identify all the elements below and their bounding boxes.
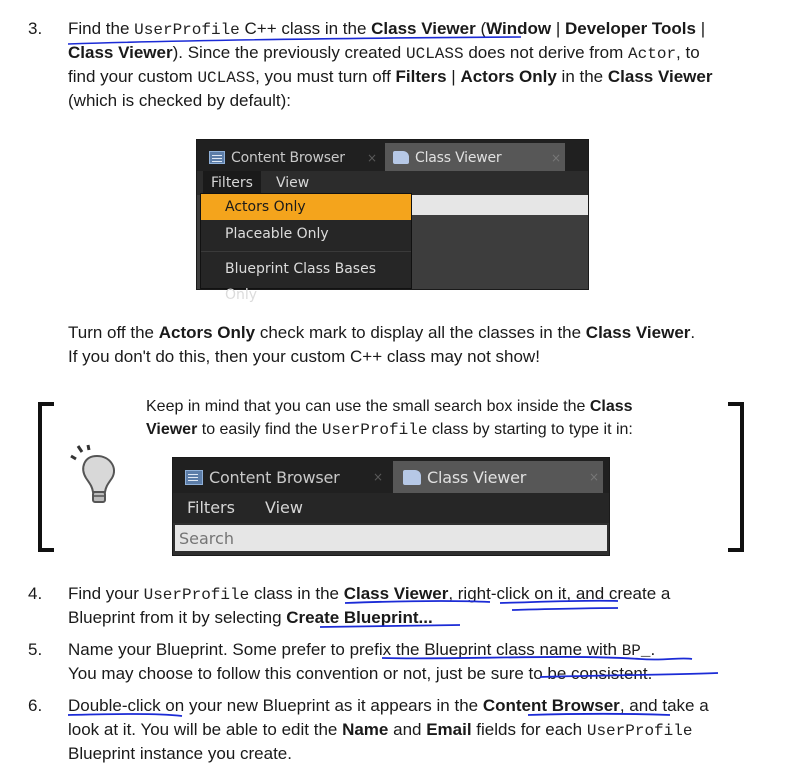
bold-text: Email bbox=[426, 720, 472, 739]
bold-text: Class Viewer bbox=[585, 323, 691, 342]
bold-text: Actors Only bbox=[158, 323, 256, 342]
class-viewer-search-screenshot bbox=[172, 457, 610, 556]
bold-text: Class Viewer bbox=[343, 584, 449, 603]
text: You may choose to follow this convention or not, just be sure to be consistent. bbox=[68, 664, 653, 683]
code: UCLASS bbox=[197, 69, 256, 87]
menu-bar bbox=[197, 171, 588, 195]
code: BP_ bbox=[621, 642, 651, 660]
bold-text: Window bbox=[486, 19, 552, 38]
menu-item-actors-only[interactable]: Actors Only bbox=[201, 194, 411, 220]
close-icon[interactable]: × bbox=[589, 470, 600, 484]
tab-label: Content Browser bbox=[231, 149, 345, 166]
text: . bbox=[690, 323, 696, 342]
class-viewer-icon bbox=[393, 151, 409, 164]
close-icon[interactable]: × bbox=[373, 470, 384, 484]
step-number: 4. bbox=[28, 584, 43, 603]
code: UserProfile bbox=[134, 21, 240, 39]
text: If you don't do this, then your custom C++ class may not show! bbox=[68, 347, 540, 366]
bold-text: Class Viewer bbox=[371, 19, 476, 38]
search-input[interactable] bbox=[408, 195, 588, 215]
menu-filters[interactable]: Filters bbox=[203, 171, 261, 195]
text: Keep in mind that you can use the small search box inside the bbox=[146, 398, 590, 415]
content-browser-icon bbox=[185, 470, 203, 485]
tip-bracket-left bbox=[38, 402, 54, 552]
tab-label: Class Viewer bbox=[415, 149, 502, 166]
step-number: 3. bbox=[28, 19, 43, 38]
tab-class-viewer[interactable] bbox=[385, 143, 565, 172]
tab-content-browser[interactable] bbox=[177, 461, 387, 493]
lightbulb-icon bbox=[72, 446, 122, 506]
step-number: 5. bbox=[28, 640, 43, 659]
text: class in the bbox=[249, 584, 344, 603]
code: UserProfile bbox=[586, 722, 693, 740]
text: Turn off the bbox=[68, 323, 159, 342]
code: UCLASS bbox=[406, 45, 464, 63]
text: look at it. You will be able to edit the bbox=[68, 720, 343, 739]
code: UserProfile bbox=[143, 586, 250, 604]
text: | bbox=[551, 19, 565, 38]
bold-text: Create Blueprint... bbox=[286, 608, 433, 627]
step3-line bbox=[68, 66, 712, 89]
code: Actor bbox=[628, 45, 677, 63]
text: , and take a bbox=[619, 696, 709, 715]
pen-underline bbox=[380, 651, 740, 681]
text: check mark to display all the classes in the bbox=[255, 323, 586, 342]
step6-line bbox=[68, 743, 292, 765]
text: Double-click on your new Blueprint as it appears in the bbox=[68, 696, 483, 715]
class-viewer-screenshot bbox=[196, 139, 589, 303]
text: fields for each bbox=[471, 720, 587, 739]
bold-text: Name bbox=[342, 720, 389, 739]
bold-text: Class bbox=[589, 398, 633, 415]
menu-item-blueprint-class-bases-only[interactable]: Blueprint Class Bases Only bbox=[225, 261, 376, 303]
text: (which is checked by default): bbox=[68, 91, 291, 110]
tab-bar bbox=[197, 140, 588, 172]
text: | bbox=[695, 19, 706, 38]
text: . bbox=[650, 640, 656, 659]
bold-text: Actors Only bbox=[460, 67, 557, 86]
divider bbox=[201, 251, 411, 252]
search-input[interactable] bbox=[175, 525, 607, 551]
pen-underline bbox=[340, 598, 630, 634]
text: and bbox=[388, 720, 427, 739]
menu-bar bbox=[173, 493, 609, 523]
filters-dropdown bbox=[200, 193, 412, 303]
close-icon[interactable]: × bbox=[367, 150, 378, 165]
paragraph-line bbox=[68, 322, 695, 344]
close-icon[interactable]: × bbox=[551, 150, 562, 165]
tab-content-browser[interactable] bbox=[201, 143, 381, 172]
text: to easily find the bbox=[197, 421, 322, 438]
menu-view[interactable]: View bbox=[265, 498, 303, 517]
step3-line bbox=[68, 90, 291, 112]
text: does not derive from bbox=[463, 43, 629, 62]
content-browser-icon bbox=[209, 151, 225, 164]
text: Blueprint from it by selecting bbox=[68, 608, 287, 627]
bold-text: Class Viewer bbox=[68, 43, 173, 62]
text: Name your Blueprint. Some prefer to prefix the Blueprint class name with bbox=[68, 640, 622, 659]
text: , you must turn off bbox=[255, 67, 396, 86]
bold-text: Developer Tools bbox=[564, 19, 696, 38]
tip-bracket-right bbox=[728, 402, 744, 552]
text: in the bbox=[556, 67, 608, 86]
text: C++ class in the bbox=[239, 19, 372, 38]
bold-text: Class Viewer bbox=[607, 67, 713, 86]
class-viewer-icon bbox=[403, 470, 421, 485]
tab-bar bbox=[173, 458, 609, 493]
menu-item-placeable-only[interactable]: Placeable Only bbox=[225, 226, 329, 242]
paragraph-line bbox=[68, 346, 540, 368]
text: Find your bbox=[68, 584, 144, 603]
text: Blueprint instance you create. bbox=[68, 744, 292, 763]
text: | bbox=[446, 67, 461, 86]
text: ). Since the previously created bbox=[172, 43, 406, 62]
text: , to bbox=[676, 43, 700, 62]
tab-class-viewer[interactable] bbox=[393, 461, 603, 493]
menu-filters[interactable]: Filters bbox=[187, 498, 235, 517]
bold-text: Content Browser bbox=[482, 696, 620, 715]
code: UserProfile bbox=[321, 421, 428, 439]
text: , right-click on it, and create a bbox=[448, 584, 671, 603]
pen-underline bbox=[64, 710, 684, 724]
text: Find the bbox=[68, 19, 135, 38]
tip-line bbox=[146, 396, 633, 418]
text: class by starting to type it in: bbox=[427, 421, 633, 438]
text: ( bbox=[475, 19, 487, 38]
tip-line bbox=[146, 419, 633, 441]
text: find your custom bbox=[68, 67, 198, 86]
pen-underline bbox=[66, 34, 546, 48]
tab-label: Content Browser bbox=[209, 467, 340, 487]
step-number: 6. bbox=[28, 696, 43, 715]
tab-label: Class Viewer bbox=[427, 467, 527, 487]
menu-view[interactable]: View bbox=[276, 175, 310, 191]
bold-text: Filters bbox=[395, 67, 447, 86]
bold-text: Viewer bbox=[146, 421, 198, 438]
